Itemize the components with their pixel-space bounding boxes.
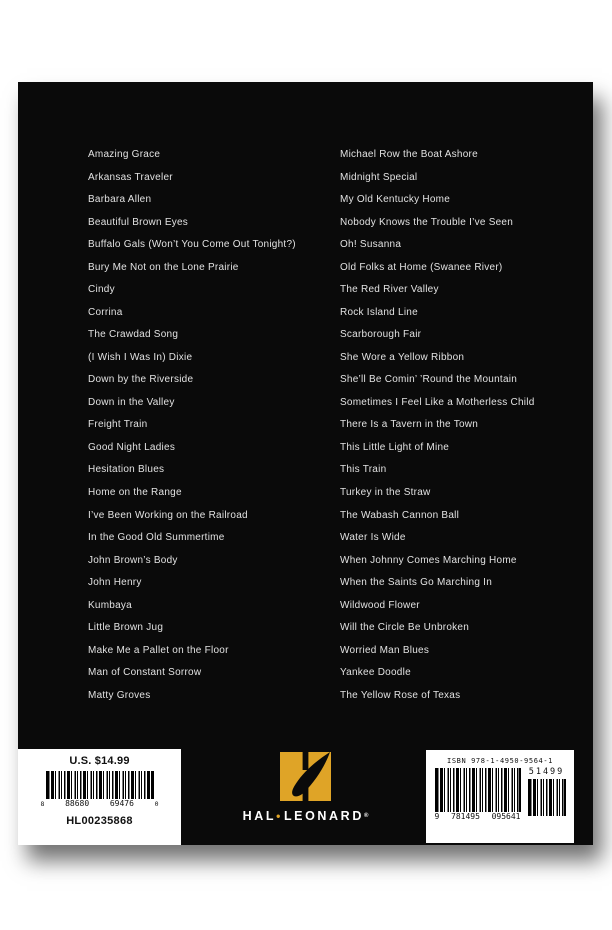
- song-title: Good Night Ladies: [88, 441, 176, 453]
- song-title: Arkansas Traveler: [88, 171, 173, 183]
- song-title: Scarborough Fair: [340, 329, 422, 341]
- song-title: I’ve Been Working on the Railroad: [88, 509, 248, 521]
- song-title: Corrina: [88, 306, 123, 318]
- ean-digit-left: 9: [434, 812, 440, 821]
- ean-digits: [435, 813, 521, 821]
- song-title: Sometimes I Feel Like a Motherless Child: [340, 396, 535, 408]
- song-title: Michael Row the Boat Ashore: [340, 149, 478, 160]
- song-title: Little Brown Jug: [88, 622, 164, 634]
- song-title: Water Is Wide: [340, 532, 406, 544]
- ean-barcode: [435, 768, 521, 821]
- song-title: The Crawdad Song: [88, 329, 179, 341]
- hal-leonard-logo-icon: [280, 752, 331, 801]
- song-title: Yankee Doodle: [340, 667, 411, 679]
- song-title: Worried Man Blues: [340, 644, 430, 656]
- song-title: Man of Constant Sorrow: [88, 667, 202, 679]
- song-title: Down by the Riverside: [88, 374, 194, 386]
- song-title: Matty Groves: [88, 689, 151, 701]
- song-title: Amazing Grace: [88, 149, 161, 160]
- isbn-barcode-box: [426, 750, 574, 843]
- price-label: U.S. $14.99: [69, 755, 130, 767]
- song-title: (I Wish I Was In) Dixie: [88, 351, 193, 363]
- ean-digit-group1: 781495: [451, 812, 480, 821]
- song-title: John Henry: [88, 577, 142, 589]
- brand-word-hal: HAL: [242, 809, 277, 823]
- book-back-cover: [18, 82, 593, 845]
- isbn-number: ISBN 978-1-4950-9564-1: [447, 757, 553, 765]
- song-title: This Train: [340, 464, 387, 476]
- song-title: She Wore a Yellow Ribbon: [340, 351, 465, 363]
- registered-trademark-icon: ®: [363, 813, 369, 819]
- catalog-number: HL00235868: [66, 815, 133, 827]
- song-title: Cindy: [88, 284, 115, 296]
- song-title: In the Good Old Summertime: [88, 532, 225, 544]
- upc-digit-left: 8: [40, 800, 45, 808]
- song-title: Barbara Allen: [88, 194, 152, 206]
- song-title: Kumbaya: [88, 599, 132, 611]
- song-title: Beautiful Brown Eyes: [88, 216, 189, 228]
- song-title: Bury Me Not on the Lone Prairie: [88, 261, 239, 273]
- song-title: Wildwood Flower: [340, 599, 420, 611]
- price-addon-barcode: [528, 768, 566, 816]
- publisher-name: [243, 810, 369, 822]
- song-title: Oh! Susanna: [340, 239, 402, 251]
- song-list-right-column: [340, 144, 535, 707]
- song-title: Down in the Valley: [88, 396, 175, 408]
- song-title: John Brown’s Body: [88, 554, 178, 566]
- song-title: There Is a Tavern in the Town: [340, 419, 479, 431]
- song-title: The Wabash Cannon Ball: [340, 509, 460, 521]
- song-title: Home on the Range: [88, 486, 182, 498]
- song-title: When Johnny Comes Marching Home: [340, 554, 517, 566]
- song-title: Rock Island Line: [340, 306, 418, 318]
- song-title: This Little Light of Mine: [340, 441, 450, 453]
- song-title: Freight Train: [88, 419, 148, 431]
- song-list-left-column: [88, 144, 296, 707]
- song-title: Hesitation Blues: [88, 464, 165, 476]
- ean-digit-group2: 095641: [491, 812, 521, 821]
- song-title: Make Me a Pallet on the Floor: [88, 644, 229, 656]
- song-title: Will the Circle Be Unbroken: [340, 622, 470, 634]
- song-title: The Yellow Rose of Texas: [340, 689, 461, 701]
- upc-digit-group1: 88680: [65, 799, 90, 808]
- addon-barcode-bars-icon: [528, 779, 566, 816]
- song-title: Old Folks at Home (Swanee River): [340, 261, 503, 273]
- ean-barcode-bars-icon: [435, 768, 521, 812]
- brand-word-leonard: LEONARD: [283, 809, 364, 823]
- song-title: The Red River Valley: [340, 284, 439, 296]
- song-title: My Old Kentucky Home: [340, 194, 451, 206]
- song-title: She’ll Be Comin’ ’Round the Mountain: [340, 374, 518, 386]
- ean-barcode-row: [426, 768, 574, 821]
- brand-bullet-icon: •: [276, 809, 283, 823]
- addon-code: 51499: [528, 767, 565, 777]
- song-title: Nobody Knows the Trouble I’ve Seen: [340, 216, 514, 228]
- song-title: Midnight Special: [340, 171, 418, 183]
- upc-digit-right: 0: [154, 800, 159, 808]
- upc-digit-group2: 69476: [109, 799, 134, 808]
- song-title: Buffalo Gals (Won’t You Come Out Tonight?): [88, 239, 296, 251]
- song-title: Turkey in the Straw: [340, 486, 431, 498]
- song-title: When the Saints Go Marching In: [340, 577, 493, 589]
